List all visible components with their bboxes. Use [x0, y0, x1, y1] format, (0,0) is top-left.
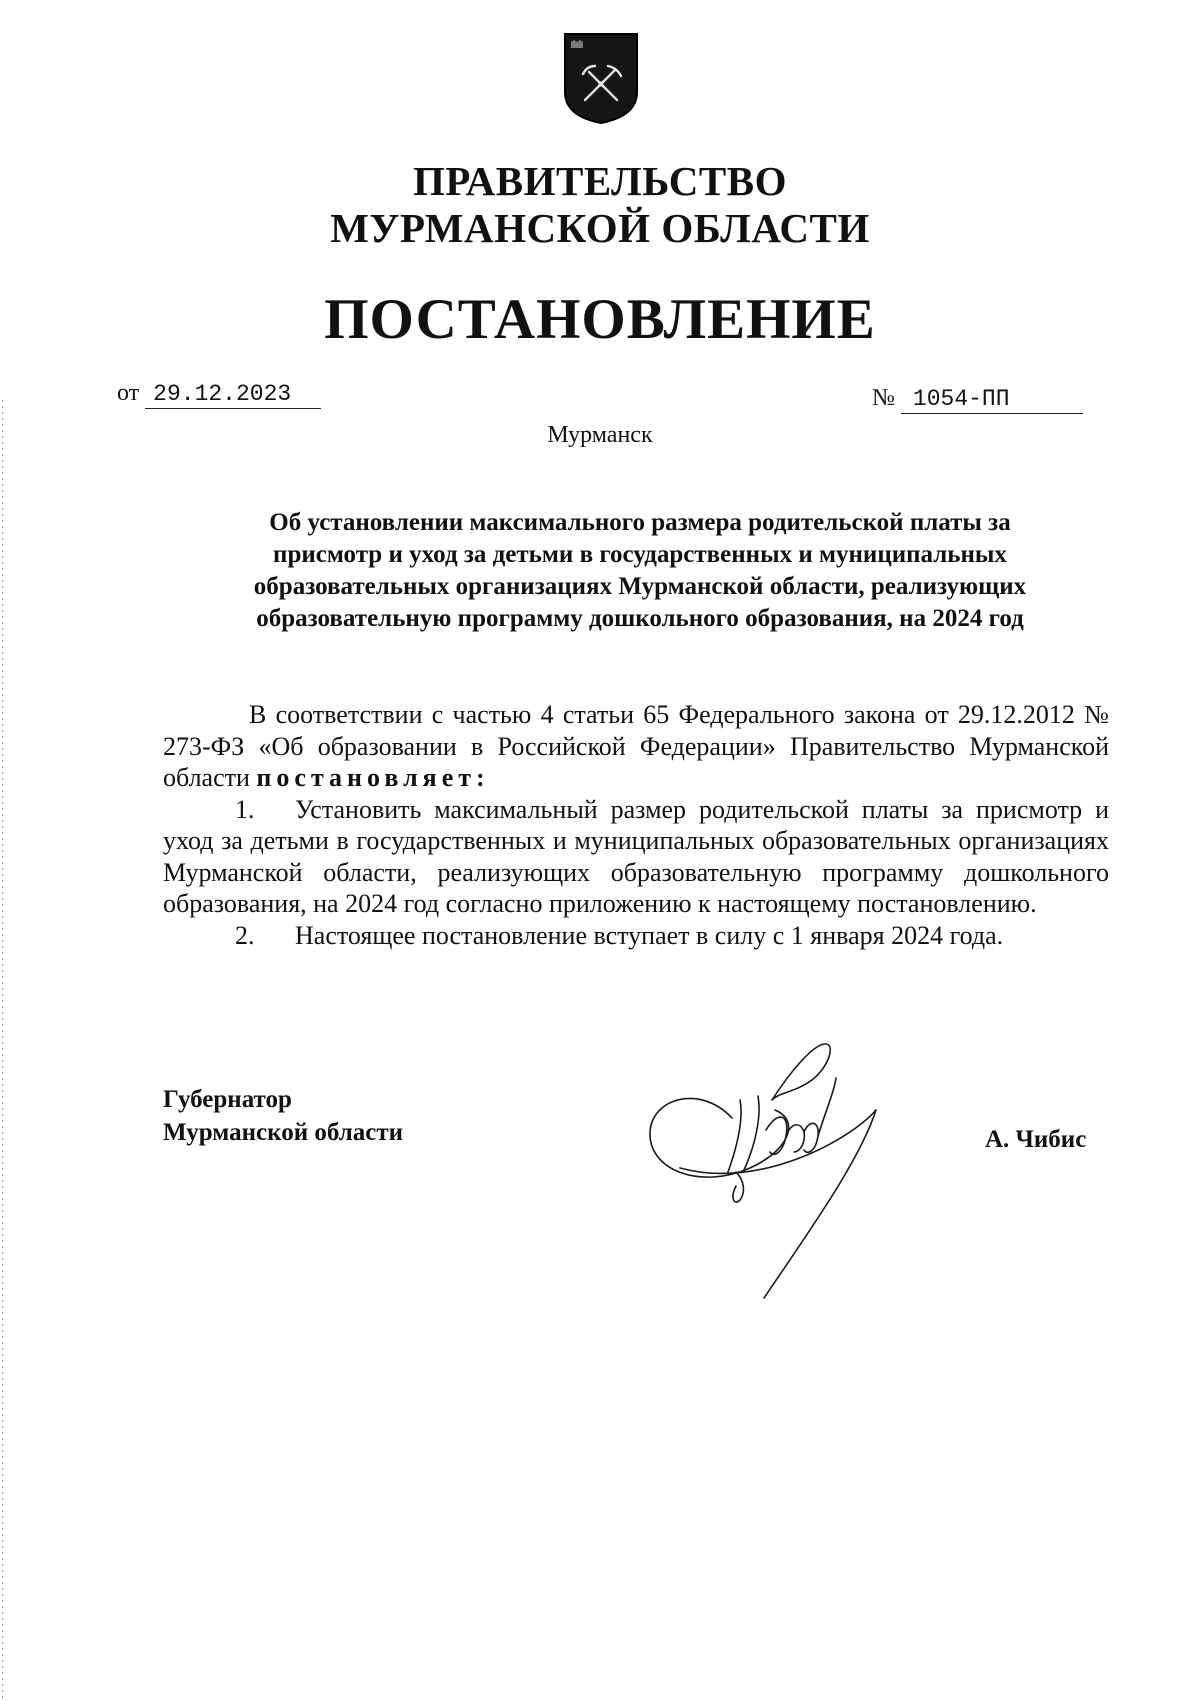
subject-line: присмотр и уход за детьми в государственных и муниципальных	[273, 541, 1007, 568]
number-value: 1054-ПП	[901, 386, 1083, 414]
item-number: 1.	[235, 794, 255, 824]
document-date	[117, 378, 321, 409]
date-prefix: от	[117, 380, 140, 406]
preamble-text: В соответствии с частью 4 статьи 65 Федерального закона от 29.12.2012 № 273-ФЗ «Об образовании в Российской Федерации» Правительство Мурманской области	[163, 700, 1109, 792]
document-subject	[190, 507, 1090, 635]
murmansk-coat-of-arms-icon	[561, 30, 641, 126]
government-name-line1: ПРАВИТЕЛЬСТВО	[412, 158, 788, 204]
document-number	[872, 383, 1083, 414]
scan-edge-divider	[2, 400, 3, 1700]
subject-line: образовательную программу дошкольного образования, на 2024 год	[256, 605, 1024, 632]
date-value: 29.12.2023	[145, 381, 321, 409]
signer-position	[163, 1083, 403, 1149]
item-text: Настоящее постановление вступает в силу с 1 января 2024 года.	[295, 920, 1004, 950]
decree-word: постановляет:	[256, 763, 490, 792]
subject-line: Об установлении максимального размера родительской платы за	[269, 509, 1011, 536]
city-name: Мурманск	[547, 422, 653, 448]
handwritten-signature-icon	[640, 1040, 920, 1310]
document-type-title: ПОСТАНОВЛЕНИЕ	[324, 288, 876, 351]
decree-item	[163, 920, 1109, 952]
subject-line: образовательных организациях Мурманской области, реализующих	[253, 573, 1027, 600]
item-text: Установить максимальный размер родительской платы за присмотр и уход за детьми в государственных и муниципальных образовательных организациях Мурманской области, реализующих образовательную программу дошкольного образования, на 2024 год согласно приложению к настоящему постановлению.	[163, 794, 1109, 918]
decree-item	[163, 794, 1109, 920]
signer-position-line2: Мурманской области	[163, 1119, 404, 1146]
government-name-line2: МУРМАНСКОЙ ОБЛАСТИ	[330, 205, 870, 251]
preamble-paragraph	[163, 699, 1109, 794]
item-number: 2.	[235, 920, 255, 950]
document-body	[163, 699, 1109, 951]
number-prefix: №	[872, 385, 895, 411]
signer-name: А. Чибис	[985, 1126, 1087, 1153]
signer-position-line1: Губернатор	[163, 1086, 292, 1113]
